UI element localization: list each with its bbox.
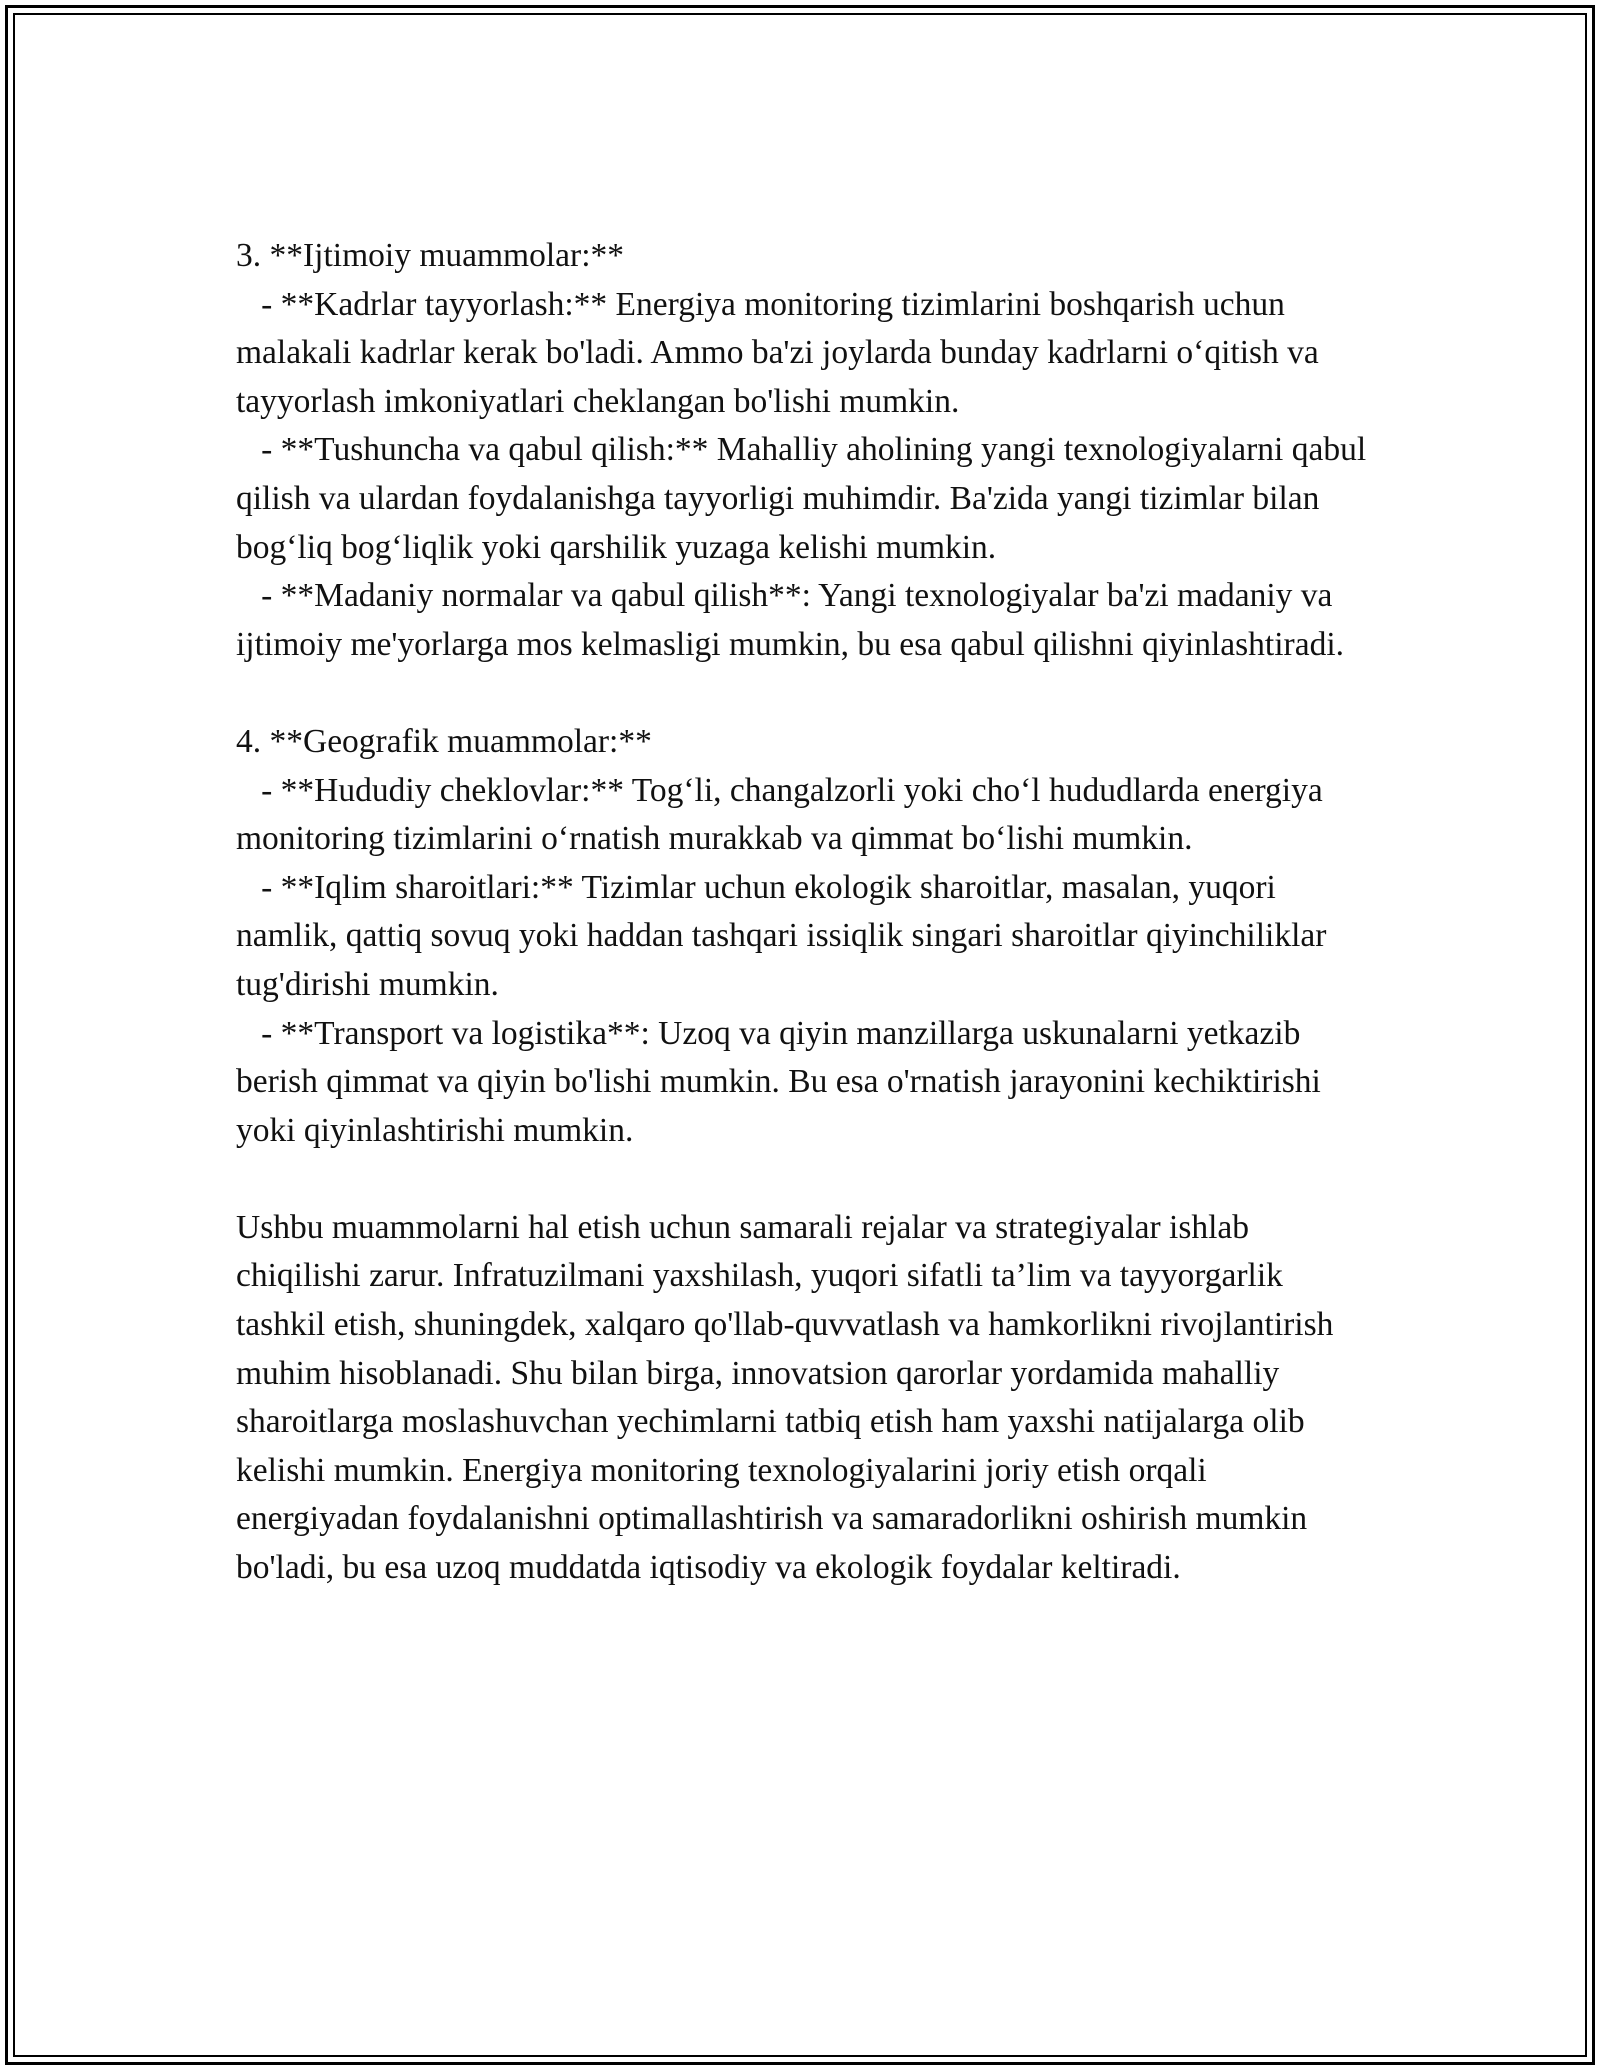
section-social-problems [236, 232, 1376, 669]
paragraph-gap [236, 1155, 1376, 1204]
list-item: - **Madaniy normalar va qabul qilish**: Yangi texnologiyalar ba'zi madaniy va ijtimoiy me'yorlarga mos kelmasligi mumkin, bu esa qabul qilishni qiyinlashtiradi. [236, 577, 1345, 663]
section-heading: 4. **Geografik muammolar:** [236, 722, 652, 760]
conclusion-paragraph: Ushbu muammolarni hal etish uchun samarali rejalar va strategiyalar ishlab chiqilishi zarur. Infratuzilmani yaxshilash, yuqori sifatli ta’lim va tayyorgarlik tashkil etish, shuningdek, xalqaro qo'llab-quvvatlash va hamkorlikni rivojlantirish muhim hisoblanadi. Shu bilan birga, innovatsion qarorlar yordamida mahalliy sharoitlarga moslashuvchan yechimlarni tatbiq etish ham yaxshi natijalarga olib kelishi mumkin. Energiya monitoring texnologiyalarini joriy etish orqali energiyadan foydalanishni optimallashtirish va samaradorlikni oshirish mumkin bo'ladi, bu esa uzoq muddatda iqtisodiy va ekologik foydalar keltiradi. [236, 1208, 1342, 1587]
list-item: - **Kadrlar tayyorlash:** Energiya monitoring tizimlarini boshqarish uchun malakali kadrlar kerak bo'ladi. Ammo ba'zi joylarda bunday kadrlarni o‘qitish va tayyorlash imkoniyatlari cheklangan bo'lishi mumkin. [236, 285, 1328, 420]
list-item: - **Iqlim sharoitlari:** Tizimlar uchun ekologik sharoitlar, masalan, yuqori namlik, qattiq sovuq yoki haddan tashqari issiqlik singari sharoitlar qiyinchiliklar tug'dirishi mumkin. [236, 868, 1335, 1003]
section-heading: 3. **Ijtimoiy muammolar:** [236, 237, 624, 274]
paragraph-gap [236, 669, 1376, 718]
list-item: - **Tushuncha va qabul qilish:** Mahalliy aholining yangi texnologiyalarni qabul qilish va ulardan foydalanishga tayyorligi muhimdir. Ba'zida yangi tizimlar bilan bog‘liq bog‘liqlik yoki qarshilik yuzaga kelishi mumkin. [236, 431, 1375, 566]
document-body [236, 232, 1376, 1593]
list-item: - **Hududiy cheklovlar:** Tog‘li, changalzorli yoki cho‘l hududlarda energiya monitoring tizimlarini o‘rnatish murakkab va qimmat bo‘lishi mumkin. [236, 771, 1332, 858]
list-item: - **Transport va logistika**: Uzoq va qiyin manzillarga uskunalarni yetkazib berish qimmat va qiyin bo'lishi mumkin. Bu esa o'rnatish jarayonini kechiktirishi yoki qiyinlashtirishi mumkin. [236, 1014, 1330, 1149]
section-geographic-problems [236, 718, 1376, 1155]
